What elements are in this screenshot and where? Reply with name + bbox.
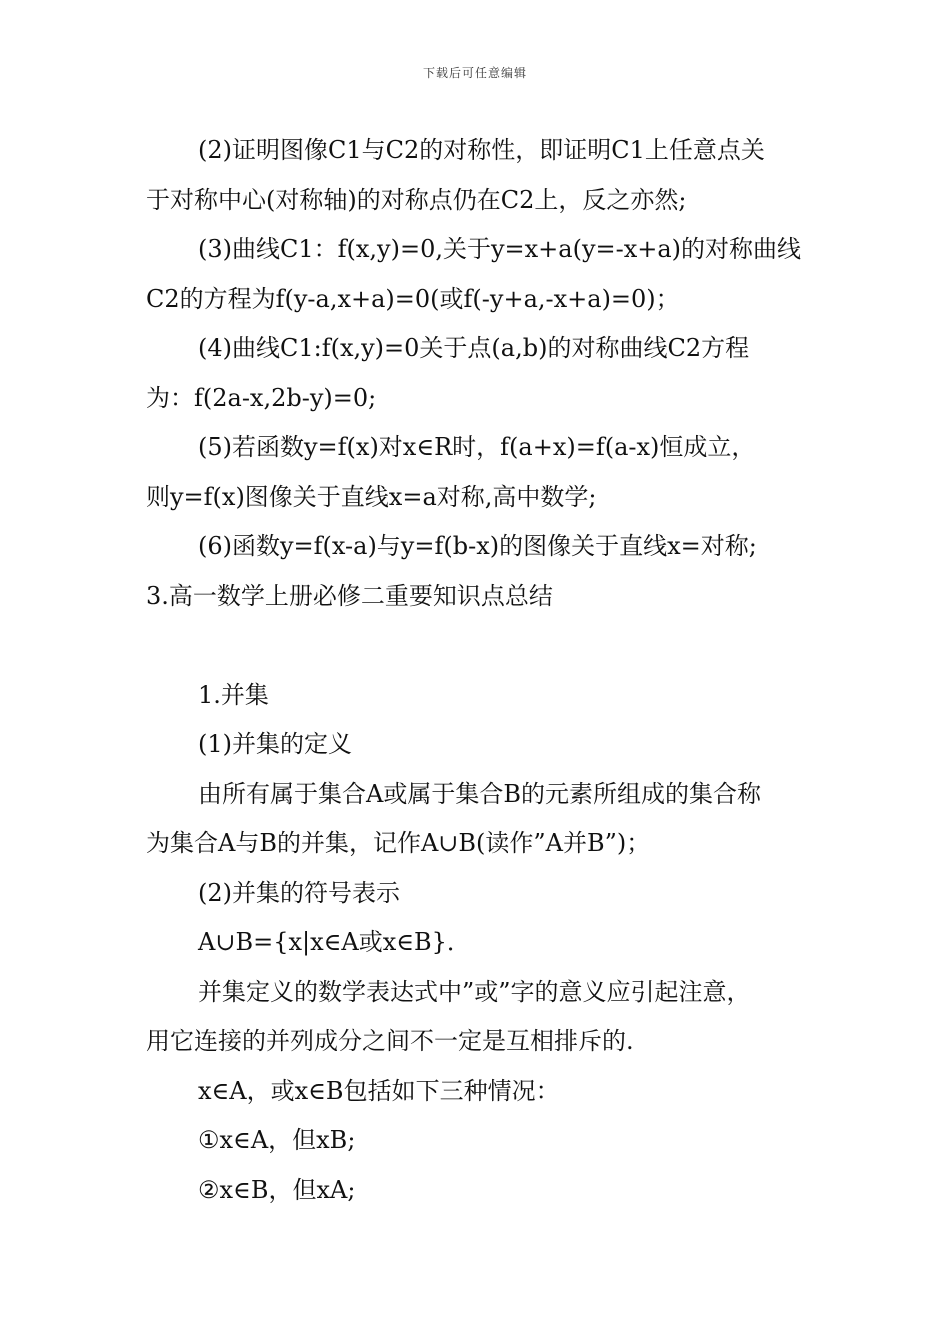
page-header: 下载后可任意编辑 bbox=[422, 66, 527, 80]
list-item: ①x∈A，但xB; bbox=[198, 1126, 356, 1154]
paragraph-line: 由所有属于集合A或属于集合B的元素所组成的集合称 bbox=[198, 779, 761, 808]
paragraph-line: (5)若函数y=f(x)对x∈R时，f(a+x)=f(a-x)恒成立， bbox=[198, 433, 756, 461]
paragraph-line: (6)函数y=f(x-a)与y=f(b-x)的图像关于直线x=对称; bbox=[198, 532, 757, 560]
formula-line: A∪B={x|x∈A或x∈B}． bbox=[198, 928, 471, 956]
paragraph-line: 用它连接的并列成分之间不一定是互相排斥的. bbox=[146, 1027, 634, 1055]
section-heading: 3.高一数学上册必修二重要知识点总结 bbox=[146, 581, 553, 610]
blank-line bbox=[146, 621, 836, 671]
list-item: ②x∈B，但xA; bbox=[198, 1175, 356, 1204]
subsection-heading: 1.并集 bbox=[198, 680, 269, 709]
paragraph-line: 为：f(2a-x,2b-y)=0; bbox=[146, 383, 377, 412]
paragraph-line: (1)并集的定义 bbox=[198, 730, 352, 758]
paragraph-line: 则y=f(x)图像关于直线x=a对称,高中数学; bbox=[146, 482, 597, 511]
paragraph-line: (4)曲线C1:f(x,y)=0关于点(a,b)的对称曲线C2方程 bbox=[198, 334, 750, 362]
paragraph-line: x∈A，或x∈B包括如下三种情况： bbox=[198, 1076, 560, 1105]
paragraph-line: C2的方程为f(y-a,x+a)=0(或f(-y+a,-x+a)=0)； bbox=[146, 284, 680, 313]
paragraph-line: 并集定义的数学表达式中”或”字的意义应引起注意， bbox=[198, 977, 751, 1006]
paragraph-line: 于对称中心(对称轴)的对称点仍在C2上，反之亦然; bbox=[146, 185, 687, 214]
paragraph-line: (2)证明图像C1与C2的对称性，即证明C1上任意点关 bbox=[198, 136, 765, 164]
paragraph-line: (3)曲线C1：f(x,y)=0,关于y=x+a(y=-x+a)的对称曲线 bbox=[198, 235, 802, 263]
paragraph-line: 为集合A与B的并集，记作A∪B(读作”A并B”)； bbox=[146, 829, 651, 857]
document-body bbox=[146, 126, 836, 1215]
paragraph-line: (2)并集的符号表示 bbox=[198, 878, 400, 907]
